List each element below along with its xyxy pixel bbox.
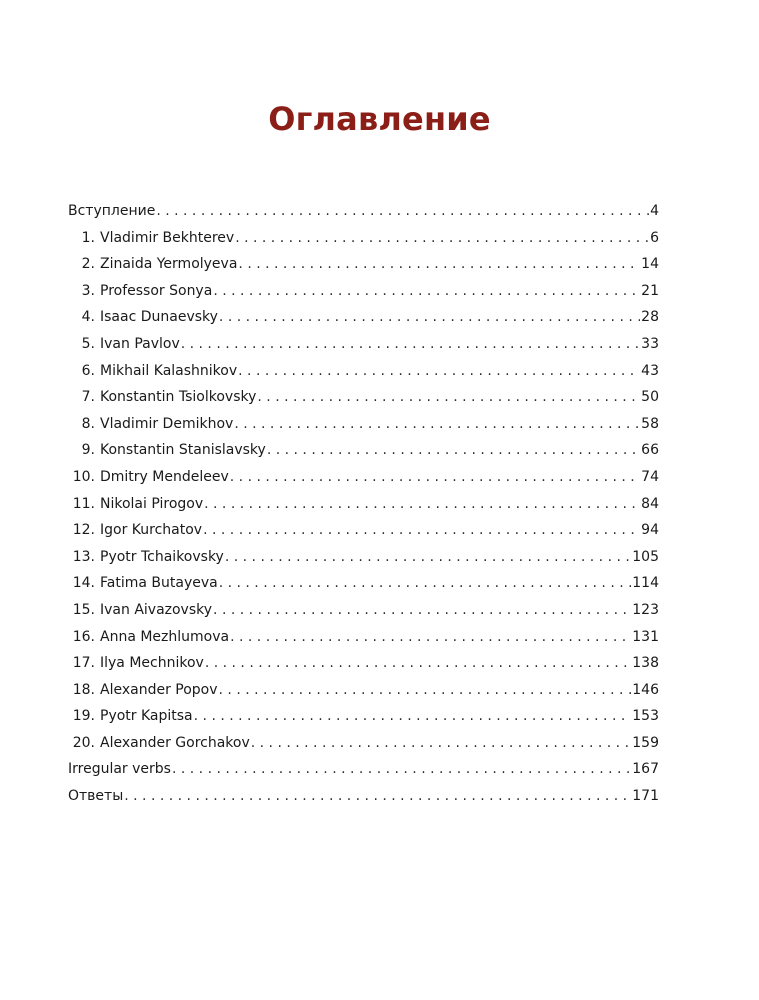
toc-entry-page: 14 xyxy=(641,256,659,273)
page-title: Оглавление xyxy=(268,100,491,138)
toc-entry-number: 3. xyxy=(81,282,95,299)
toc-entry[interactable] xyxy=(68,544,659,571)
toc-entry[interactable] xyxy=(68,570,659,597)
dot-leader xyxy=(213,278,640,305)
dot-leader xyxy=(230,624,631,651)
toc-entry-page: 50 xyxy=(641,389,659,406)
toc-entry[interactable] xyxy=(68,225,659,252)
dot-leader xyxy=(235,225,649,252)
toc-entry-label: Ivan Pavlov xyxy=(100,335,180,352)
toc-entry-label: Anna Mezhlumova xyxy=(100,628,230,645)
dot-leader xyxy=(267,437,640,464)
toc-entry[interactable] xyxy=(68,650,659,677)
dot-leader xyxy=(234,411,640,438)
toc-entry-page: 146 xyxy=(632,681,659,698)
toc-entry-label: Nikolai Pirogov xyxy=(100,495,204,512)
toc-entry-number: 13. xyxy=(72,548,95,565)
dot-leader xyxy=(251,730,632,757)
toc-entry-page: 159 xyxy=(632,734,659,751)
dot-leader xyxy=(213,597,631,624)
toc-entry-page: 171 xyxy=(632,788,659,805)
toc-entry-number: 16. xyxy=(72,628,95,645)
toc-entry-number: 8. xyxy=(81,415,95,432)
dot-leader xyxy=(219,677,632,704)
toc-entry[interactable] xyxy=(68,677,659,704)
toc-entry-label: Fatima Butayeva xyxy=(100,575,218,592)
dot-leader xyxy=(219,570,632,597)
toc-entry[interactable] xyxy=(68,703,659,730)
dot-leader xyxy=(225,544,631,571)
toc-entry[interactable] xyxy=(68,783,659,810)
toc-entry-page: 94 xyxy=(641,522,659,539)
toc-entry-page: 33 xyxy=(641,335,659,352)
toc-entry-page: 28 xyxy=(641,309,659,326)
toc-entry[interactable] xyxy=(68,597,659,624)
toc-entry[interactable] xyxy=(68,624,659,651)
toc-entry-page: 58 xyxy=(641,415,659,432)
dot-leader xyxy=(204,491,640,518)
toc-entry-page: 167 xyxy=(632,761,659,778)
toc-entry-label: Zinaida Yermolyeva xyxy=(100,256,238,273)
toc-entry-page: 153 xyxy=(632,708,659,725)
toc-entry[interactable] xyxy=(68,437,659,464)
toc-entry-page: 131 xyxy=(632,628,659,645)
toc-entry[interactable] xyxy=(68,198,659,225)
toc-entry-label: Alexander Gorchakov xyxy=(100,734,250,751)
toc-entry-number: 17. xyxy=(72,655,95,672)
toc-entry-label: Ответы xyxy=(68,788,124,805)
toc-entry-label: Konstantin Stanislavsky xyxy=(100,442,266,459)
dot-leader xyxy=(238,358,640,385)
toc-entry-page: 105 xyxy=(632,548,659,565)
toc-entry-page: 138 xyxy=(632,655,659,672)
dot-leader xyxy=(257,384,640,411)
toc-entry-number: 5. xyxy=(81,335,95,352)
toc-entry[interactable] xyxy=(68,304,659,331)
toc-entry-number: 14. xyxy=(72,575,95,592)
toc-entry-label: Alexander Popov xyxy=(100,681,218,698)
toc-entry-number: 4. xyxy=(81,309,95,326)
dot-leader xyxy=(181,331,640,358)
toc-entry-number: 18. xyxy=(72,681,95,698)
toc-entry-page: 74 xyxy=(641,468,659,485)
toc-entry-number: 7. xyxy=(81,389,95,406)
toc-entry-label: Konstantin Tsiolkovsky xyxy=(100,389,257,406)
table-of-contents xyxy=(68,198,659,810)
dot-leader xyxy=(238,251,640,278)
toc-entry-label: Pyotr Tchaikovsky xyxy=(100,548,224,565)
toc-entry-label: Вступление xyxy=(68,203,156,219)
toc-entry-page: 123 xyxy=(632,601,659,618)
toc-entry-page: 4 xyxy=(650,203,659,219)
toc-entry[interactable] xyxy=(68,384,659,411)
toc-entry-number: 9. xyxy=(81,442,95,459)
dot-leader xyxy=(203,517,640,544)
toc-entry-label: Pyotr Kapitsa xyxy=(100,708,193,725)
toc-entry[interactable] xyxy=(68,331,659,358)
toc-entry-number: 20. xyxy=(72,734,95,751)
dot-leader xyxy=(205,650,631,677)
toc-entry-label: Ivan Aivazovsky xyxy=(100,601,213,618)
toc-entry[interactable] xyxy=(68,251,659,278)
dot-leader xyxy=(219,304,640,331)
toc-entry[interactable] xyxy=(68,278,659,305)
toc-entry-page: 43 xyxy=(641,362,659,379)
toc-entry[interactable] xyxy=(68,491,659,518)
dot-leader xyxy=(124,783,631,810)
toc-entry[interactable] xyxy=(68,517,659,544)
toc-entry-number: 15. xyxy=(72,601,95,618)
dot-leader xyxy=(156,198,649,225)
toc-entry-number: 2. xyxy=(81,256,95,273)
toc-entry-label: Mikhail Kalashnikov xyxy=(100,362,238,379)
toc-entry-label: Ilya Mechnikov xyxy=(100,655,204,672)
toc-entry[interactable] xyxy=(68,730,659,757)
toc-entry-label: Professor Sonya xyxy=(100,282,213,299)
dot-leader xyxy=(230,464,640,491)
toc-entry-number: 6. xyxy=(81,362,95,379)
toc-entry-page: 114 xyxy=(632,575,659,592)
toc-entry-number: 12. xyxy=(72,522,95,539)
toc-entry-number: 11. xyxy=(72,495,95,512)
toc-entry-label: Vladimir Demikhov xyxy=(100,415,234,432)
toc-entry[interactable] xyxy=(68,358,659,385)
toc-entry[interactable] xyxy=(68,756,659,783)
toc-entry-page: 21 xyxy=(641,282,659,299)
toc-entry-label: Irregular verbs xyxy=(68,761,171,778)
dot-leader xyxy=(172,756,631,783)
toc-entry-label: Dmitry Mendeleev xyxy=(100,468,229,485)
toc-entry[interactable] xyxy=(68,464,659,491)
toc-entry-label: Igor Kurchatov xyxy=(100,522,203,539)
toc-entry-page: 66 xyxy=(641,442,659,459)
toc-entry-page: 6 xyxy=(650,229,659,246)
toc-entry-number: 1. xyxy=(81,229,95,246)
toc-entry-number: 19. xyxy=(72,708,95,725)
toc-entry-page: 84 xyxy=(641,495,659,512)
toc-entry-number: 10. xyxy=(72,468,95,485)
toc-entry-label: Vladimir Bekhterev xyxy=(100,229,235,246)
toc-entry[interactable] xyxy=(68,411,659,438)
toc-entry-label: Isaac Dunaevsky xyxy=(100,309,218,326)
dot-leader xyxy=(194,703,632,730)
